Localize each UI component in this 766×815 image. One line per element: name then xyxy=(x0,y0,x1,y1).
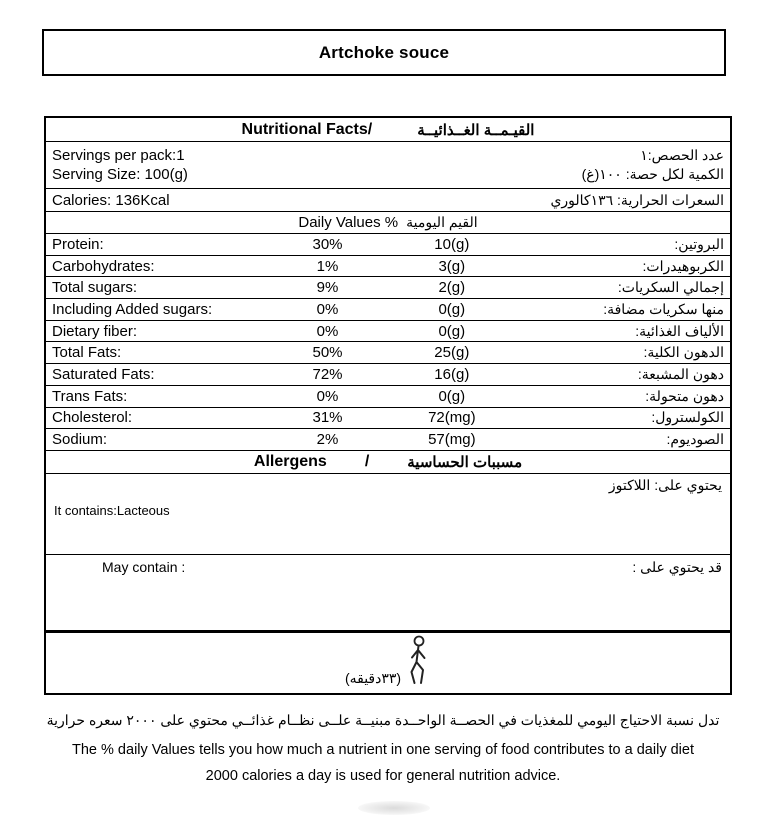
nutrient-daily-percent: 0% xyxy=(316,300,339,318)
nutrient-label-en: Protein: xyxy=(52,235,104,253)
activity-duration-label: (٣٣دقيقه) xyxy=(344,669,402,686)
allergens-title-en: Allergens xyxy=(253,452,327,470)
servings-row xyxy=(46,142,730,189)
nutrient-amount: 57(mg) xyxy=(428,431,476,449)
nutrient-label-ar: الكولسترول: xyxy=(651,409,724,426)
nutrient-amount: 10(g) xyxy=(434,235,470,253)
servings-per-pack-en: Servings per pack:1 xyxy=(52,147,185,164)
servings-en-block xyxy=(52,147,188,183)
daily-values-ar: القيم اليومية xyxy=(406,214,478,230)
nutrient-label-ar: الكربوهيدرات: xyxy=(642,257,724,274)
nutrient-row xyxy=(46,429,730,451)
nutrient-label-en: Sodium: xyxy=(52,431,108,449)
nutrient-label-ar: الدهون الكلية: xyxy=(643,344,724,361)
footnote-en-line2: 2000 calories a day is used for general nutrition advice. xyxy=(205,768,561,785)
gray-ellipse-shape xyxy=(358,801,430,815)
allergens-title-ar: مسببات الحساسية xyxy=(407,453,523,471)
product-title-box xyxy=(42,29,726,76)
nutrition-facts-table xyxy=(44,116,732,695)
nutrient-label-ar: دهون متحولة: xyxy=(645,387,724,404)
nutrition-facts-title-ar: القيـمــة الغــذائيــة xyxy=(417,121,535,139)
nutrient-label-ar: الألياف الغذائية: xyxy=(635,322,724,339)
serving-size-en: Serving Size: 100(g) xyxy=(52,166,188,183)
nutrient-daily-percent: 0% xyxy=(316,387,339,405)
product-title: Artchoke souce xyxy=(318,42,450,62)
may-contain-ar: قد يحتوي على : xyxy=(632,558,722,575)
nutrient-row xyxy=(46,299,730,321)
walking-person-icon xyxy=(405,635,431,689)
contains-en: It contains:Lacteous xyxy=(54,502,170,518)
may-contain-en: May contain : xyxy=(102,558,186,575)
nutrient-label-en: Dietary fiber: xyxy=(52,322,138,340)
footnote-en-line1: The % daily Values tells you how much a nutrient in one serving of food contributes to a daily diet xyxy=(72,742,694,758)
nutrient-daily-percent: 0% xyxy=(316,322,339,340)
nutrient-label-ar: الصوديوم: xyxy=(666,431,724,448)
nutrient-row xyxy=(46,277,730,299)
nutrient-daily-percent: 30% xyxy=(312,235,343,253)
contains-section xyxy=(46,474,730,555)
allergens-separator: / xyxy=(364,452,370,470)
nutrient-label-en: Including Added sugars: xyxy=(52,300,213,318)
nutrient-label-en: Carbohydrates: xyxy=(52,257,155,275)
nutrient-amount: 0(g) xyxy=(438,322,466,340)
may-contain-line xyxy=(54,559,722,576)
nutrient-row xyxy=(46,408,730,430)
nutrient-daily-percent: 1% xyxy=(316,257,339,275)
nutrient-row xyxy=(46,342,730,364)
nutrient-label-ar: إجمالي السكريات: xyxy=(617,279,724,296)
nutrient-label-en: Saturated Fats: xyxy=(52,365,155,383)
nutrient-label-en: Total sugars: xyxy=(52,279,138,297)
nutrition-facts-header-row xyxy=(46,118,730,142)
daily-values-en: Daily Values % xyxy=(298,214,399,231)
nutrient-amount: 72(mg) xyxy=(428,409,476,427)
daily-values-header-row xyxy=(46,212,730,234)
nutrient-row xyxy=(46,234,730,256)
nutrient-amount: 3(g) xyxy=(438,257,466,275)
nutrient-daily-percent: 9% xyxy=(316,279,339,297)
nutrient-daily-percent: 72% xyxy=(312,365,343,383)
nutrient-amount: 25(g) xyxy=(434,344,470,362)
calories-row xyxy=(46,189,730,212)
nutrient-daily-percent: 31% xyxy=(312,409,343,427)
servings-per-pack-ar: عدد الحصص:١ xyxy=(640,147,724,163)
nutrient-amount: 0(g) xyxy=(438,300,466,318)
nutrient-row xyxy=(46,256,730,278)
allergens-header-row xyxy=(46,451,730,474)
serving-size-ar: الكمية لكل حصة: ١٠٠(غ) xyxy=(581,166,724,182)
nutrient-daily-percent: 2% xyxy=(316,431,339,449)
nutrients-body xyxy=(46,234,730,451)
nutrient-row xyxy=(46,321,730,343)
calories-ar: السعرات الحرارية: ١٣٦كالوري xyxy=(550,191,724,208)
nutrient-amount: 0(g) xyxy=(438,387,466,405)
nutrient-amount: 2(g) xyxy=(438,279,466,297)
nutrition-facts-title-en: Nutritional Facts/ xyxy=(241,120,373,138)
calories-en: Calories: 136Kcal xyxy=(52,191,170,209)
nutrient-row xyxy=(46,386,730,408)
nutrient-label-en: Trans Fats: xyxy=(52,387,128,405)
nutrient-label-ar: البروتين: xyxy=(674,235,724,252)
activity-section xyxy=(46,633,730,693)
nutrient-label-ar: دهون المشبعة: xyxy=(637,365,724,382)
footnote-ar: تدل نسبة الاحتياج اليومي للمغذيات في الحصــة الواحــدة مبنيــة علــى نظــام غذائــي محتوي على ٢٠٠٠ سعره حرارية xyxy=(46,712,720,728)
nutrient-row xyxy=(46,364,730,386)
nutrient-label-en: Cholesterol: xyxy=(52,409,133,427)
nutrient-daily-percent: 50% xyxy=(312,344,343,362)
footnote xyxy=(0,712,766,789)
nutrient-amount: 16(g) xyxy=(434,365,470,383)
contains-ar: يحتوي على: اللاكتوز xyxy=(608,476,722,493)
nutrient-label-en: Total Fats: xyxy=(52,344,122,362)
nutrient-label-ar: منها سكريات مضافة: xyxy=(603,300,724,317)
servings-ar-block xyxy=(582,147,724,183)
may-contain-section xyxy=(46,555,730,633)
